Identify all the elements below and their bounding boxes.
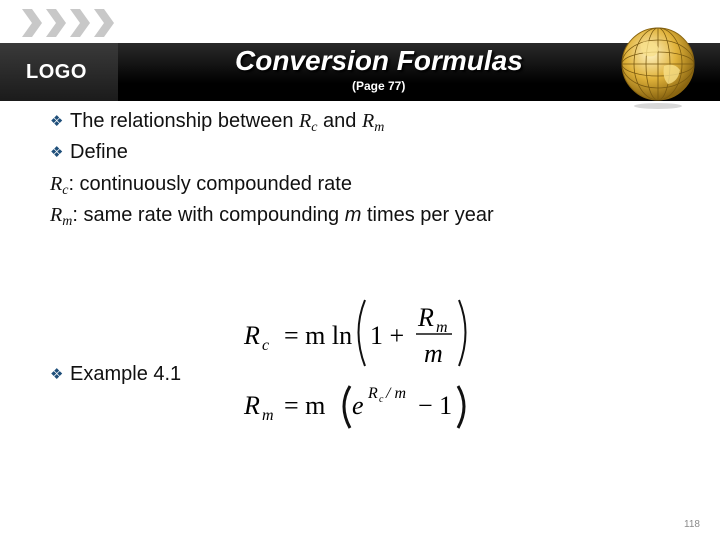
define-text: Define bbox=[70, 141, 128, 163]
f2-eq: = m bbox=[284, 391, 326, 420]
f1-lhs: R bbox=[244, 321, 260, 350]
m-italic: m bbox=[344, 204, 362, 226]
diamond-bullet-icon: ❖ bbox=[50, 144, 64, 161]
f2-exp-sub: c bbox=[379, 394, 384, 405]
f2-e: e bbox=[352, 391, 364, 420]
f2-lhs: R bbox=[244, 391, 260, 420]
f1-num: R bbox=[418, 303, 434, 332]
bullet-line-define bbox=[50, 140, 128, 165]
var-r: R bbox=[50, 204, 63, 226]
rm-definition-text-b: times per year bbox=[366, 204, 494, 226]
diamond-bullet-icon: ❖ bbox=[50, 366, 64, 383]
var-r: R bbox=[299, 110, 312, 132]
slide-subtitle: (Page 77) bbox=[352, 79, 406, 93]
f2-exp: R bbox=[368, 385, 378, 402]
and-text: and bbox=[323, 110, 357, 132]
left-paren-large bbox=[344, 386, 350, 428]
left-paren bbox=[359, 300, 366, 366]
f2-minus: − 1 bbox=[418, 391, 453, 420]
var-r: R bbox=[361, 110, 375, 132]
sub-c: c bbox=[62, 183, 69, 198]
sub-c: c bbox=[311, 120, 318, 135]
definition-rm bbox=[50, 203, 494, 234]
logo: LOGO bbox=[26, 61, 87, 83]
f2-lhs-sub: m bbox=[262, 407, 274, 424]
f1-num-sub: m bbox=[436, 319, 448, 336]
bullet-line-example bbox=[50, 362, 181, 387]
example-text: Example 4.1 bbox=[70, 363, 182, 385]
globe-icon bbox=[618, 22, 698, 112]
sub-m: m bbox=[62, 214, 73, 229]
f2-exp-rest: / m bbox=[386, 385, 406, 402]
header-band bbox=[0, 43, 720, 101]
formula-rm bbox=[243, 385, 464, 428]
rm-definition-text-a: : same rate with compounding bbox=[72, 204, 340, 226]
var-r: R bbox=[50, 173, 63, 195]
sub-m: m bbox=[374, 120, 385, 135]
line1-text: The relationship between bbox=[70, 110, 294, 132]
f1-eq: = m ln bbox=[284, 321, 353, 350]
right-paren-large bbox=[458, 386, 464, 428]
rc-definition-text: : continuously compounded rate bbox=[68, 173, 352, 195]
bullet-line-relationship bbox=[50, 109, 384, 140]
f1-den: m bbox=[424, 339, 443, 368]
definition-rc bbox=[50, 172, 352, 203]
conversion-formulas bbox=[232, 288, 492, 438]
right-paren bbox=[459, 300, 466, 366]
chevron-arrows-icon bbox=[22, 7, 132, 39]
formula-rc bbox=[243, 300, 466, 368]
f1-lhs-sub: c bbox=[262, 337, 270, 354]
f1-one-plus: 1 + bbox=[370, 321, 405, 350]
page-number: 118 bbox=[684, 519, 700, 530]
logo-block bbox=[0, 43, 118, 101]
diamond-bullet-icon: ❖ bbox=[50, 113, 64, 130]
slide-title: Conversion Formulas bbox=[235, 45, 523, 76]
